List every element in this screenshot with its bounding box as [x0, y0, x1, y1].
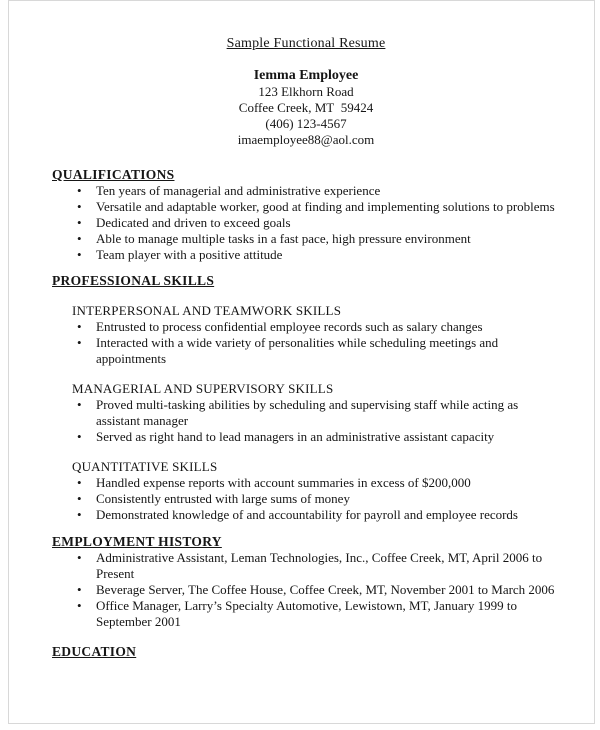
qualification-item-text: Team player with a positive attitude: [96, 247, 283, 262]
qualification-item: [52, 231, 560, 247]
bullet-icon: •: [77, 335, 82, 350]
address-line-2: Coffee Creek, MT 59424: [238, 100, 374, 115]
employment-item-text: Office Manager, Larry’s Specialty Automotive, Lewistown, MT, January 1999 to September 2001: [96, 598, 518, 629]
contact-block: [52, 68, 560, 148]
bullet-icon: •: [77, 491, 82, 506]
bullet-icon: •: [77, 199, 82, 214]
skill-item: [52, 335, 560, 367]
interpersonal-skills-list: [52, 319, 560, 367]
skill-item-text: Proved multi-tasking abilities by scheduling and supervising staff while acting as assistant manager: [96, 397, 519, 428]
bullet-icon: •: [77, 582, 82, 597]
skill-item: [52, 475, 560, 491]
bullet-icon: •: [77, 319, 82, 334]
professional-skills-heading: PROFESSIONAL SKILLS: [52, 273, 215, 288]
qualification-item-text: Dedicated and driven to exceed goals: [96, 215, 291, 230]
qualification-item-text: Able to manage multiple tasks in a fast pace, high pressure environment: [96, 231, 471, 246]
qualification-item-text: Versatile and adaptable worker, good at finding and implementing solutions to problems: [96, 199, 555, 214]
employment-item: [52, 550, 560, 582]
skill-item: [52, 507, 560, 523]
skill-item-text: Demonstrated knowledge of and accountability for payroll and employee records: [96, 507, 518, 522]
qualifications-heading: QUALIFICATIONS: [52, 167, 175, 182]
skill-item: [52, 429, 560, 445]
skill-item: [52, 319, 560, 335]
managerial-skills-list: [52, 397, 560, 445]
skill-item-text: Interacted with a wide variety of personalities while scheduling meetings and appointments: [96, 335, 499, 366]
skill-item-text: Handled expense reports with account summaries in excess of $200,000: [96, 475, 471, 490]
address-line-1: 123 Elkhorn Road: [258, 84, 354, 99]
employment-item: [52, 582, 560, 598]
employment-history-heading: EMPLOYMENT HISTORY: [52, 534, 222, 549]
employment-item-text: Beverage Server, The Coffee House, Coffee Creek, MT, November 2001 to March 2006: [96, 582, 555, 597]
skill-item-text: Entrusted to process confidential employee records such as salary changes: [96, 319, 483, 334]
employment-item: [52, 598, 560, 630]
phone-number: (406) 123-4567: [265, 116, 347, 131]
qualification-item: [52, 247, 560, 263]
bullet-icon: •: [77, 550, 82, 565]
qualifications-list: [52, 183, 560, 263]
skill-item-text: Consistently entrusted with large sums of money: [96, 491, 350, 506]
bullet-icon: •: [77, 183, 82, 198]
qualification-item-text: Ten years of managerial and administrative experience: [96, 183, 381, 198]
bullet-icon: •: [77, 475, 82, 490]
document-title: Sample Functional Resume: [226, 36, 386, 51]
employment-item-text: Administrative Assistant, Leman Technologies, Inc., Coffee Creek, MT, April 2006 to Present: [96, 550, 543, 581]
skill-item: [52, 491, 560, 507]
qualification-item: [52, 199, 560, 215]
subsection-heading-interpersonal: INTERPERSONAL AND TEAMWORK SKILLS: [72, 303, 342, 318]
bullet-icon: •: [77, 598, 82, 613]
subsection-heading-quantitative: QUANTITATIVE SKILLS: [72, 459, 218, 474]
quantitative-skills-list: [52, 475, 560, 523]
bullet-icon: •: [77, 247, 82, 262]
qualification-item: [52, 183, 560, 199]
subsection-heading-managerial: MANAGERIAL AND SUPERVISORY SKILLS: [72, 381, 334, 396]
skill-item-text: Served as right hand to lead managers in an administrative assistant capacity: [96, 429, 495, 444]
contact-name: Iemma Employee: [253, 68, 359, 83]
bullet-icon: •: [77, 231, 82, 246]
employment-history-list: [52, 550, 560, 630]
education-heading: EDUCATION: [52, 644, 137, 659]
email-address: imaemployee88@aol.com: [237, 132, 375, 147]
bullet-icon: •: [77, 215, 82, 230]
bullet-icon: •: [77, 429, 82, 444]
qualification-item: [52, 215, 560, 231]
bullet-icon: •: [77, 397, 82, 412]
skill-item: [52, 397, 560, 429]
bullet-icon: •: [77, 507, 82, 522]
